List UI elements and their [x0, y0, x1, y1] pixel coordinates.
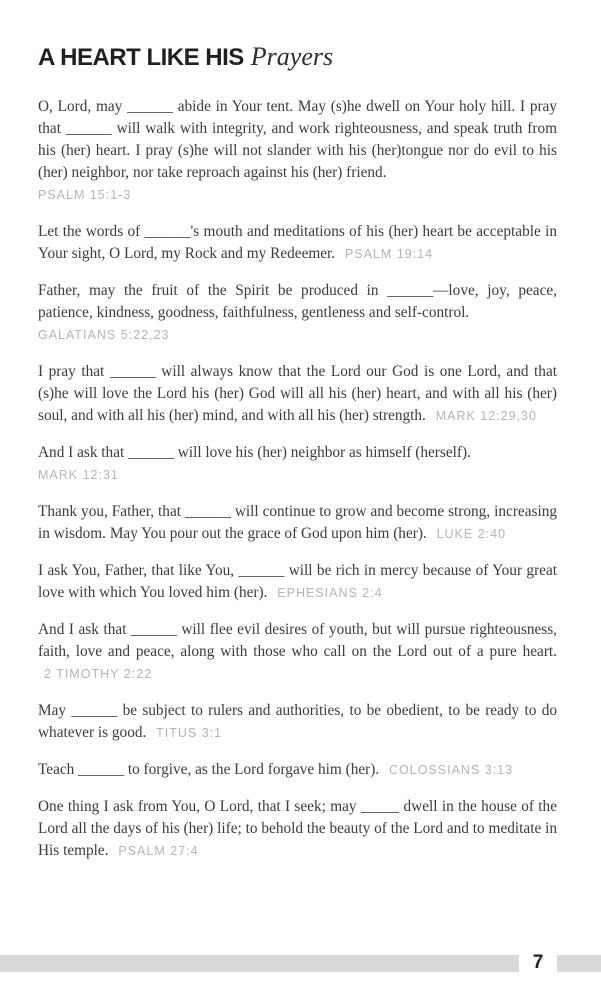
scripture-reference: 2 TIMOTHY 2:22: [44, 667, 153, 681]
prayer-text: May ______ be subject to rulers and authorities, to be obedient, to be ready to do whatever is good.: [38, 702, 557, 741]
prayer-text: I pray that ______ will always know that the Lord our God is one Lord, and that (s)he will love the Lord his (her) God will all his (her) heart, and with all his (her) soul, and with all his (her) mind, and with all his (her) strength.: [38, 363, 557, 424]
page-number: 7: [532, 952, 544, 973]
footer-rule-left: [0, 955, 519, 972]
prayer-item: [38, 501, 557, 545]
page-title-main: A HEART LIKE HIS: [38, 44, 244, 71]
scripture-reference: MARK 12:29,30: [435, 409, 537, 423]
prayer-item: [38, 700, 557, 744]
footer-rule-right: [557, 955, 601, 972]
scripture-reference: PSALM 27:4: [118, 844, 199, 858]
prayer-text: O, Lord, may ______ abide in Your tent. May (s)he dwell on Your holy hill. I pray that ______ will walk with integrity, and work righteousness, and speak truth from his (her) heart. I pray (s)he will not slander with his (her)tongue nor do evil to his (her) neighbor, nor take reproach against his (her) friend.: [38, 98, 557, 181]
prayer-text: I ask You, Father, that like You, ______ will be rich in mercy because of Your great love with which You loved him (her).: [38, 562, 557, 601]
prayer-text: And I ask that ______ will flee evil desires of youth, but will pursue righteousness, faith, love and peace, along with those who call on the Lord out of a pure heart.: [38, 621, 557, 660]
page-title: [38, 42, 557, 72]
scripture-reference: TITUS 3:1: [156, 726, 223, 740]
page-content: [38, 42, 557, 862]
scripture-reference: EPHESIANS 2:4: [277, 586, 383, 600]
scripture-reference: PSALM 19:14: [344, 247, 434, 261]
page-footer: [0, 952, 601, 973]
scripture-reference: LUKE 2:40: [436, 527, 507, 541]
scripture-reference: MARK 12:31: [38, 468, 119, 482]
prayer-item: [38, 619, 557, 685]
prayer-text: Thank you, Father, that ______ will continue to grow and become strong, increasing in wisdom. May You pour out the grace of God upon him (her).: [38, 503, 557, 542]
prayer-item: [38, 361, 557, 427]
prayer-item: [38, 221, 557, 265]
prayer-item: [38, 442, 557, 486]
prayer-text: Teach ______ to forgive, as the Lord forgave him (her).: [38, 761, 380, 778]
prayer-item: [38, 96, 557, 206]
prayer-item: [38, 560, 557, 604]
scripture-reference: GALATIANS 5:22,23: [38, 328, 170, 342]
prayer-item: [38, 759, 557, 781]
page-title-subtitle: Prayers: [250, 42, 334, 71]
prayer-text: One thing I ask from You, O Lord, that I seek; may _____ dwell in the house of the Lord all the days of his (her) life; to behold the beauty of the Lord and to meditate in His temple.: [38, 798, 557, 859]
prayer-text: Let the words of ______'s mouth and meditations of his (her) heart be acceptable in Your sight, O Lord, my Rock and my Redeemer.: [38, 223, 557, 262]
prayer-text: Father, may the fruit of the Spirit be produced in ______—love, joy, peace, patience, kindness, goodness, faithfulness, gentleness and self-control.: [38, 282, 557, 321]
prayer-item: [38, 280, 557, 346]
prayer-text: And I ask that ______ will love his (her) neighbor as himself (herself).: [38, 444, 471, 461]
scripture-reference: PSALM 15:1-3: [38, 188, 132, 202]
scripture-reference: COLOSSIANS 3:13: [389, 763, 514, 777]
prayer-item: [38, 796, 557, 862]
